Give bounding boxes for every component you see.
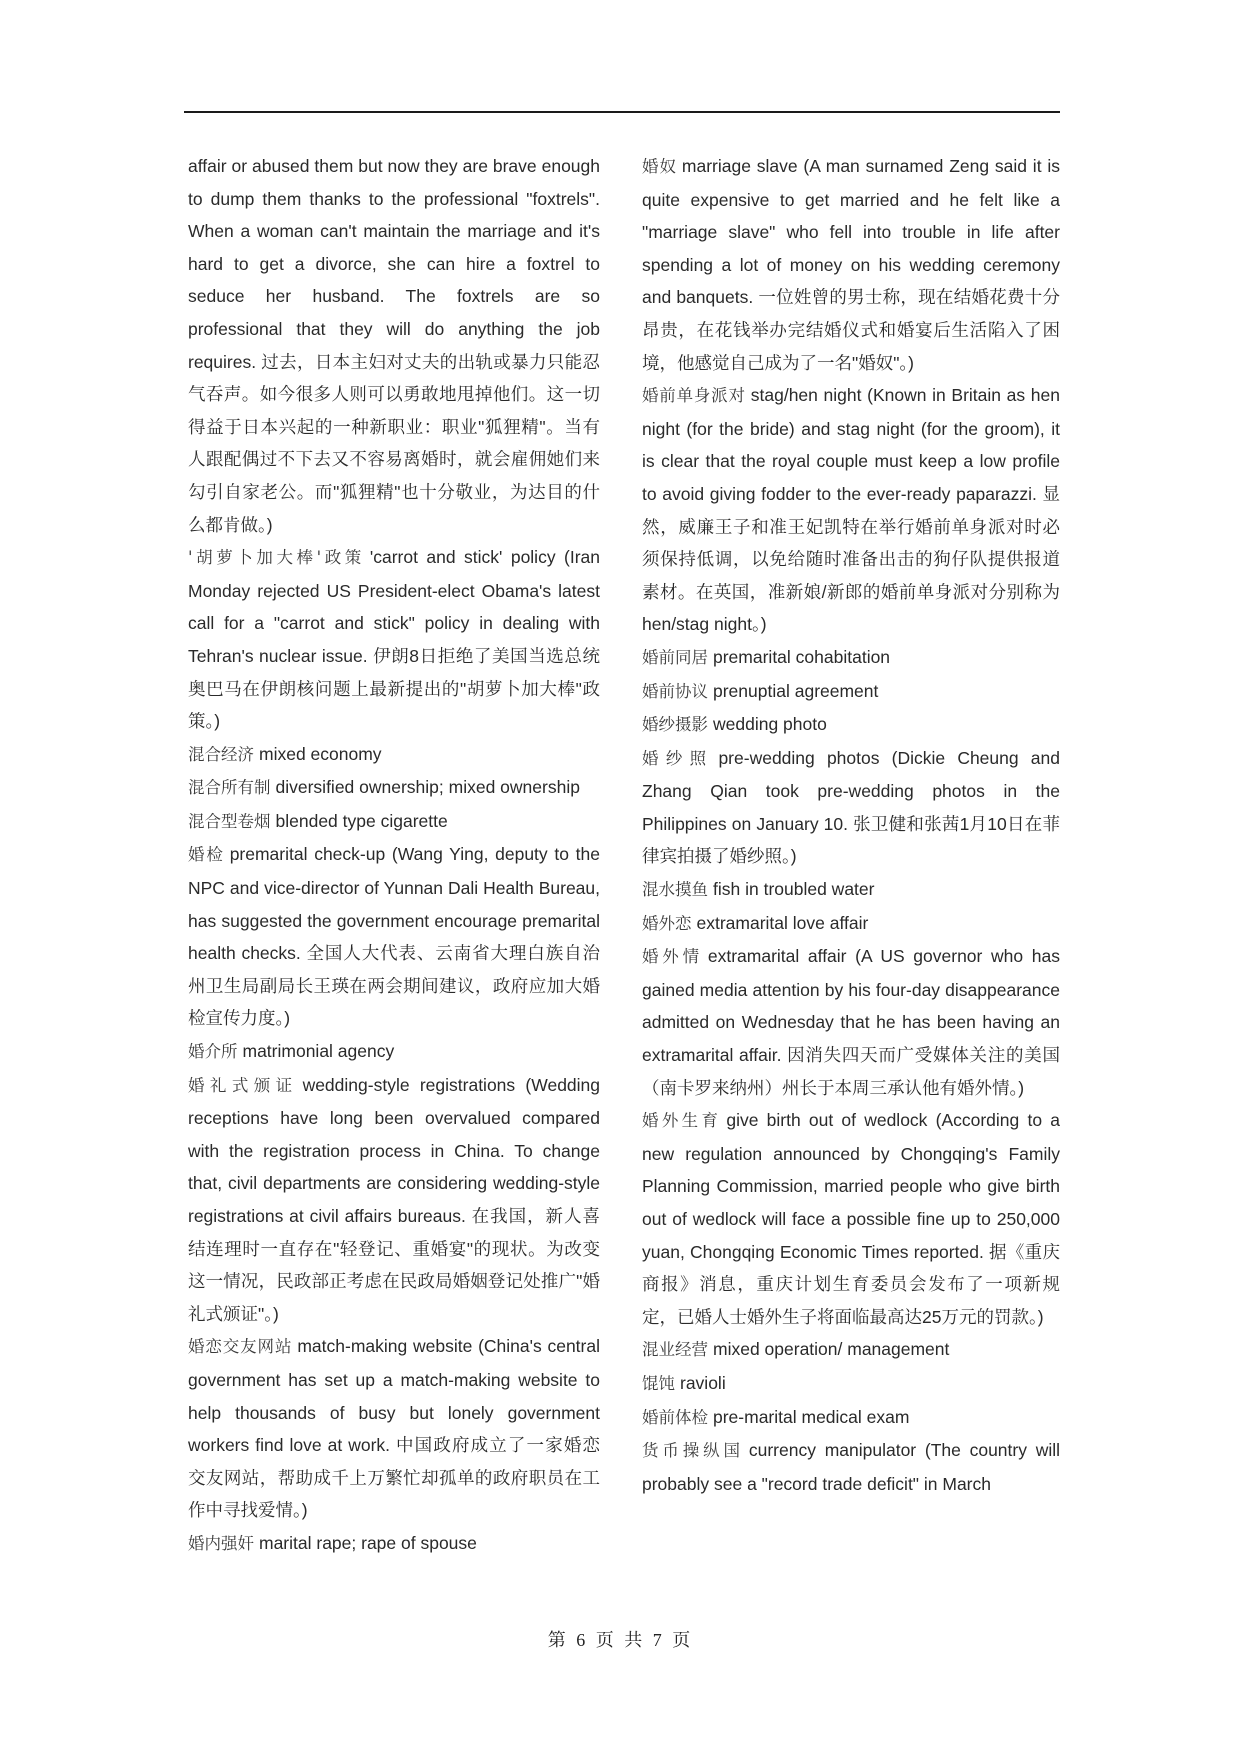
glossary-entry: [188, 838, 600, 1035]
entry-chinese-term: 婚奴: [642, 157, 677, 176]
entry-chinese-term: 混合型卷烟: [188, 811, 271, 831]
glossary-entry: [188, 1527, 600, 1561]
glossary-entry: [188, 1069, 600, 1331]
entry-english-text: premarital check-up (Wang Ying, deputy to the NPC and vice-director of Yunnan Dali Health Bureau, has suggested the government encourage premarital health checks. 全国人大代表、云南省大理白族自治州卫生局副局长王瑛在两会期间建议，政府应加大婚检宣传力度。): [188, 844, 601, 1029]
glossary-entry: [188, 738, 600, 772]
entry-english-text: wedding photo: [713, 714, 827, 735]
glossary-entry: [642, 708, 1060, 742]
left-column: [188, 150, 600, 1561]
entry-chinese-term: '胡萝卜加大棒'政策: [188, 548, 365, 568]
entry-chinese-term: 货币操纵国: [642, 1441, 744, 1461]
glossary-entry: [642, 1333, 1060, 1367]
entry-english-text: wedding-style registrations (Wedding receptions have long been overvalued compared with the registration process in China. To change that, civil departments are considering wedding-style registrations at civil affairs bureaus. 在我国，新人喜结连理时一直存在"轻登记、重婚宴"的现状。为改变这一情况，民政部正考虑在民政局婚姻登记处推广"婚礼式颁证"。): [188, 1074, 601, 1324]
entry-chinese-term: 混合所有制: [188, 778, 271, 798]
entry-english-text: marriage slave (A man surnamed Zeng said it is quite expensive to get married and he felt like a "marriage slave" who fell into trouble in life after spending a lot of money on his wedding ceremony and banquets. 一位姓曾的男士称，现在结婚花费十分昂贵，在花钱举办完结婚仪式和婚宴后生活陷入了困境，他感觉自己成为了一名"婚奴"。): [642, 156, 1061, 373]
entry-chinese-term: 婚外情: [642, 947, 703, 967]
glossary-entry: [642, 1434, 1060, 1500]
entry-chinese-term: 婚介所: [188, 1042, 238, 1062]
entry-english-text: stag/hen night (Known in Britain as hen night (for the bride) and stag night (for the groom), it is clear that the royal couple must keep a low profile to avoid giving fodder to the ever-ready paparazzi. 显然，威廉王子和准王妃凯特在举行婚前单身派对时必须保持低调，以免给随时准备出击的狗仔队提供报道素材。在英国，准新娘/新郎的婚前单身派对分别称为hen/stag night。): [642, 385, 1060, 635]
entry-english-text: extramarital affair (A US governor who has gained media attention by his four-day disappearance admitted on Wednesday that he has been having an extramarital affair. 因消失四天而广受媒体关注的美国（南卡罗来纳州）州长于本周三承认他有婚外情。): [642, 946, 1060, 1098]
entry-english-text: blended type cigarette: [275, 810, 448, 831]
entry-english-text: give birth out of wedlock (According to a new regulation announced by Chongqing's Family Planning Commission, married people who give birth out of wedlock will face a possible fine up to 250,000 yuan, Chongqing Economic Times reported. 据《重庆商报》消息，重庆计划生育委员会发布了一项新规定，已婚人士婚外生子将面临最高达25万元的罚款。): [642, 1110, 1060, 1327]
entry-chinese-term: 婚前体检: [642, 1407, 708, 1427]
entry-chinese-term: 馄饨: [642, 1373, 675, 1393]
entry-english-text: pre-wedding photos (Dickie Cheung and Zhang Qian took pre-wedding photos in the Philippines on January 10. 张卫健和张茜1月10日在菲律宾拍摄了婚纱照。): [642, 747, 1060, 867]
entry-chinese-term: 婚检: [188, 845, 225, 865]
entry-english-text: match-making website (China's central government has set up a match-making website to help thousands of busy but lonely government workers find love at work. 中国政府成立了一家婚恋交友网站，帮助成千上万繁忙却孤单的政府职员在工作中寻找爱情。): [188, 1336, 600, 1521]
glossary-entry: [188, 1035, 600, 1069]
entry-english-text: affair or abused them but now they are brave enough to dump them thanks to the professional "foxtrels". When a woman can't maintain the marriage and it's hard to get a divorce, she can hire a foxtrel to seduce her husband. The foxtrels are so professional that they will do anything the job requires. 过去，日本主妇对丈夫的出轨或暴力只能忍气吞声。如今很多人则可以勇敢地甩掉他们。这一切得益于日本兴起的一种新职业：职业"狐狸精"。当有人跟配偶过不下去又不容易离婚时，就会雇佣她们来勾引自家老公。而"狐狸精"也十分敬业，为达目的什么都肯做。): [188, 156, 600, 535]
entry-chinese-term: 婚礼式颁证: [188, 1075, 298, 1095]
right-column: [642, 150, 1060, 1500]
entry-english-text: extramarital love affair: [696, 912, 869, 933]
glossary-entry: [642, 1104, 1060, 1333]
entry-chinese-term: 混水摸鱼: [642, 880, 708, 900]
entry-english-text: premarital cohabitation: [713, 646, 891, 667]
entry-english-text: mixed operation/ management: [713, 1339, 950, 1360]
glossary-entry: [642, 1401, 1060, 1435]
entry-english-text: ravioli: [680, 1372, 726, 1393]
header-rule: [184, 111, 1060, 113]
glossary-entry: [642, 873, 1060, 907]
glossary-entry: [642, 907, 1060, 941]
entry-english-text: matrimonial agency: [242, 1041, 395, 1062]
entry-english-text: currency manipulator (The country will probably see a "record trade deficit" in March: [642, 1440, 1061, 1494]
entry-english-text: mixed economy: [259, 743, 382, 764]
glossary-entry: [642, 379, 1060, 641]
entry-english-text: diversified ownership; mixed ownership: [275, 777, 580, 798]
entry-chinese-term: 婚前协议: [642, 681, 708, 701]
glossary-entry: [642, 675, 1060, 709]
entry-chinese-term: 婚纱摄影: [642, 715, 708, 735]
page-footer: 第 6 页 共 7 页: [547, 1630, 694, 1650]
entry-chinese-term: 婚纱照: [642, 748, 714, 768]
entry-english-text: 'carrot and stick' policy (Iran Monday rejected US President-elect Obama's latest call for a "carrot and stick" policy in dealing with Tehran's nuclear issue. 伊朗8日拒绝了美国当选总统奥巴马在伊朗核问题上最新提出的"胡萝卜加大棒"政策。): [188, 547, 600, 732]
glossary-entry: [188, 150, 600, 541]
entry-chinese-term: 婚外生育: [642, 1111, 722, 1131]
glossary-entry: [642, 150, 1060, 379]
glossary-entry: [642, 742, 1060, 873]
entry-chinese-term: 婚恋交友网站: [188, 1337, 293, 1357]
entry-english-text: fish in troubled water: [713, 879, 875, 900]
glossary-entry: [188, 771, 600, 805]
glossary-entry: [188, 541, 600, 738]
glossary-entry: [642, 1367, 1060, 1401]
glossary-entry: [188, 1330, 600, 1527]
entry-chinese-term: 婚前同居: [642, 647, 708, 667]
glossary-entry: [642, 940, 1060, 1104]
entry-chinese-term: 婚外恋: [642, 913, 692, 933]
glossary-entry: [642, 641, 1060, 675]
entry-english-text: marital rape; rape of spouse: [259, 1532, 477, 1553]
entry-chinese-term: 婚前单身派对: [642, 386, 746, 406]
entry-chinese-term: 混业经营: [642, 1340, 708, 1360]
entry-english-text: prenuptial agreement: [713, 680, 879, 701]
entry-chinese-term: 婚内强奸: [188, 1533, 254, 1553]
entry-english-text: pre-marital medical exam: [713, 1406, 910, 1427]
entry-chinese-term: 混合经济: [188, 744, 254, 764]
glossary-entry: [188, 805, 600, 839]
